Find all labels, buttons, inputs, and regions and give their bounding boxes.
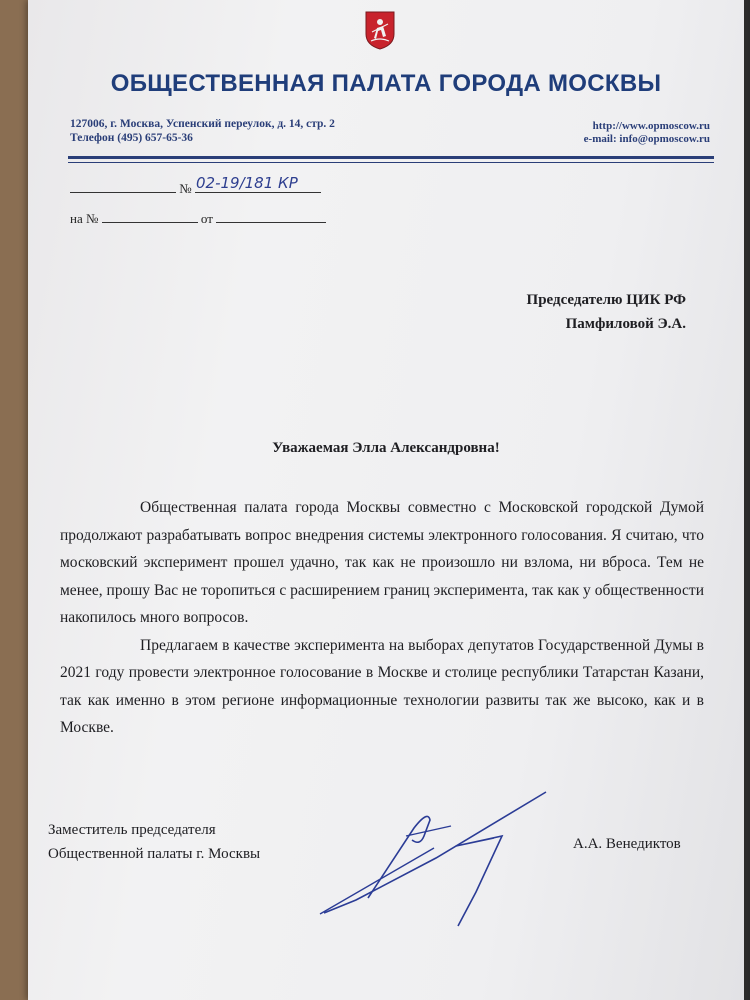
body-paragraph: Предлагаем в качестве эксперимента на выборах депутатов Государственной Думы в 2021 году провести электронное голосование в Москве и столице республики Татарстан Казани, так как именно в этом регионе информационные технологии развиты так же высоко, как и в Москве. (60, 636, 704, 736)
reply-number-blank-line (102, 210, 198, 223)
salutation: Уважаемая Элла Александровна! (272, 440, 500, 456)
header-divider-thin (68, 162, 714, 163)
addressee-position: Председателю ЦИК РФ (526, 292, 686, 308)
handwritten-signature (316, 788, 556, 938)
email-address: e-mail: info@opmoscow.ru (583, 133, 710, 145)
header-divider-thick (68, 156, 714, 159)
addressee-name: Памфиловой Э.А. (565, 316, 686, 332)
phone-number: Телефон (495) 657-65-36 (70, 132, 193, 144)
signer-name: А.А. Венедиктов (573, 836, 681, 852)
reply-date-label: от (200, 211, 213, 226)
address-block (70, 117, 335, 145)
reply-registration-row (70, 210, 326, 227)
contacts-block (584, 120, 710, 146)
number-sign: № (179, 181, 192, 196)
body-paragraph: Общественная палата города Москвы совместно с Московской городской Думой продолжают разрабатывать вопрос внедрения системы электронного голосования. Я считаю, что московский эксперимент прошел удачно, так как не произошло ни взлома, ни вброса. Тем не менее, прошу Вас не торопиться с расширением границ эксперимента, так как у общественности накопилось много вопросов. (60, 499, 704, 626)
moscow-coat-of-arms-icon (364, 10, 396, 50)
postal-address: 127006, г. Москва, Успенский переулок, д. 14, стр. 2 (70, 118, 335, 130)
organization-title: ОБЩЕСТВЕННАЯ ПАЛАТА ГОРОДА МОСКВЫ (110, 70, 662, 97)
addressee-block (527, 288, 686, 336)
signer-position-line2: Общественной палаты г. Москвы (48, 846, 261, 862)
handwritten-outgoing-number: 02-19/181 КР (196, 174, 298, 192)
signer-position-block (48, 818, 260, 866)
signer-position-line1: Заместитель председателя (48, 822, 216, 838)
reply-date-blank-line (216, 210, 326, 223)
reply-number-label: на № (70, 211, 99, 226)
website-link: http://www.opmoscow.ru (592, 120, 710, 132)
date-blank-line (70, 180, 176, 193)
letter-body (60, 494, 704, 742)
letter-sheet (28, 0, 744, 1000)
